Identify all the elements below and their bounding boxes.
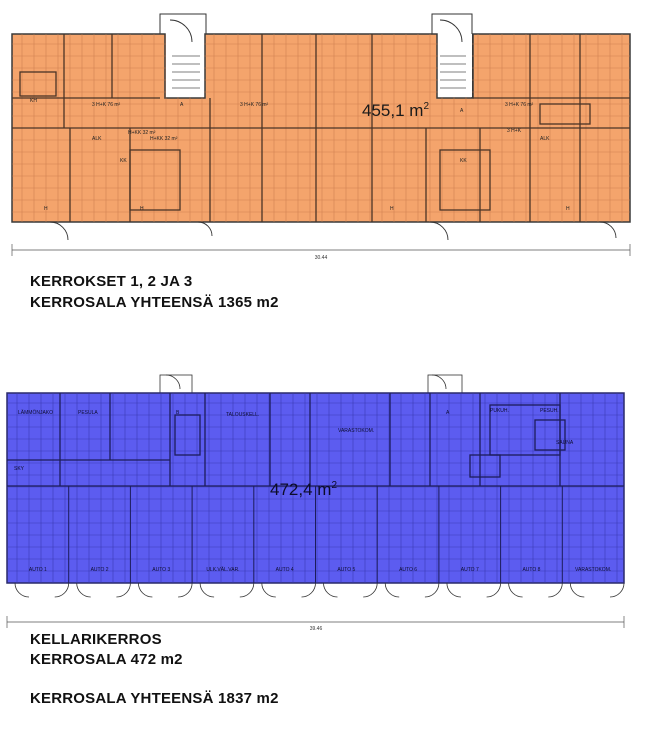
garage-bay-label: ULK.VÄL.VAR.	[206, 567, 240, 573]
basement-room-label: A	[446, 410, 450, 416]
garage-door-swing	[570, 583, 584, 597]
upper-room-label: KH	[30, 98, 37, 104]
garage-door-swing	[138, 583, 152, 597]
upper-room-label: H	[566, 206, 570, 212]
upper-floor-plan	[12, 14, 630, 261]
garage-bay-label: AUTO 3	[152, 567, 171, 573]
upper-room-label: H+KK 32 m²	[150, 136, 178, 142]
garage-door-swing	[509, 583, 523, 597]
upper-room-label: A	[180, 102, 184, 108]
garage-bay-label: AUTO 6	[399, 567, 418, 573]
lower-dimension-label: 39.46	[309, 626, 323, 632]
garage-door-swing	[200, 583, 214, 597]
upper-room-label: 3 H+K 76 m²	[505, 102, 534, 108]
garage-bay-label: AUTO 1	[28, 567, 47, 573]
garage-door-swing	[548, 583, 562, 597]
garage-bay-label: AUTO 7	[460, 567, 479, 573]
upper-room-label: 3 H+K	[507, 128, 522, 134]
basement-room-label: PUKUH.	[490, 408, 509, 414]
garage-door-swing	[178, 583, 192, 597]
upper-room-label: KK	[460, 158, 467, 164]
garage-bay-label: VARASTOKOM.	[575, 567, 612, 573]
basement-floor-plan	[7, 375, 624, 632]
garage-door-swing	[15, 583, 29, 597]
garage-door-swing	[610, 583, 624, 597]
garage-door-swing	[385, 583, 399, 597]
lower-caption-line1: KELLARIKERROS	[30, 631, 162, 648]
garage-door-swing	[262, 583, 276, 597]
upper-room-label: H	[44, 206, 48, 212]
upper-room-label: ALK	[92, 136, 102, 142]
upper-room-label: KK	[120, 158, 127, 164]
garage-bay-label: AUTO 8	[522, 567, 541, 573]
upper-room-label: 3 H+K 76 m²	[240, 102, 269, 108]
garage-door-swing	[487, 583, 501, 597]
garage-bay-label: AUTO 5	[337, 567, 356, 573]
garage-bay-label: AUTO 4	[275, 567, 294, 573]
basement-room-label: LÄMMÖNJAKO	[18, 410, 54, 416]
upper-caption-line1: KERROKSET 1, 2 JA 3	[30, 273, 193, 290]
basement-room-label: PESUH.	[540, 408, 559, 414]
garage-door-swing	[240, 583, 254, 597]
garage-door-swing	[116, 583, 130, 597]
upper-room-label: A	[460, 108, 464, 114]
upper-room-label: H	[140, 206, 144, 212]
upper-dimension-label: 30.44	[314, 255, 328, 261]
upper-caption-line2: KERROSALA YHTEENSÄ 1365 m2	[30, 294, 279, 311]
upper-room-label: H+KK 32 m²	[128, 130, 156, 136]
basement-room-label: SAUNA	[556, 440, 574, 446]
upper-room-label: ALK	[540, 136, 550, 142]
lower-area-label: 472,4 $m^2$	[270, 480, 337, 499]
basement-room-label: SKY	[14, 466, 25, 472]
garage-door-swing	[425, 583, 439, 597]
basement-room-label: VARASTOKOM.	[338, 428, 375, 434]
lower-caption-line2: KERROSALA 472 m2	[30, 651, 183, 668]
upper-room-label: H	[390, 206, 394, 212]
garage-door-swing	[324, 583, 338, 597]
garage-door-swing	[447, 583, 461, 597]
upper-area-label: 455,1 $m^2$	[362, 101, 429, 120]
lower-caption-total: KERROSALA YHTEENSÄ 1837 m2	[30, 690, 279, 707]
basement-room-label: B	[176, 410, 180, 416]
garage-door-swing	[302, 583, 316, 597]
garage-door-swing	[55, 583, 69, 597]
basement-room-label: TALOUSKELL.	[226, 412, 260, 418]
basement-room-label: PESULA	[78, 410, 98, 416]
upper-room-label: 3 H+K 76 m²	[92, 102, 121, 108]
garage-door-swing	[363, 583, 377, 597]
garage-bay-label: AUTO 2	[90, 567, 109, 573]
garage-door-swing	[77, 583, 91, 597]
